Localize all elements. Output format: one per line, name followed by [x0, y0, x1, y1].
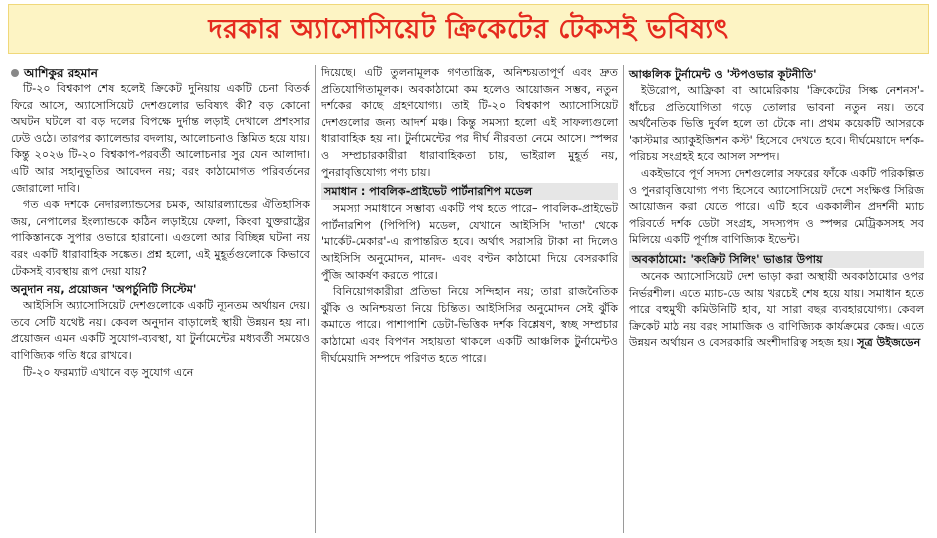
- author-name: আশিকুর রহমান: [24, 66, 98, 80]
- paragraph: গত এক দশকে নেদারল্যান্ডসের চমক, আয়ারল্যান্ডের ঐতিহাসিক জয়, নেপালের ইংল্যান্ডকে কঠিন লড়াইয়ে ফেলা, কিংবা যুক্তরাষ্ট্রের পাকিস্তানকে সুপার ওভারে হারানো। এগুলো আর বিচ্ছিন্ন ঘটনা নয় বরং একটি ধারাবাহিক সঙ্কেত। প্রশ্ন হলো, এই মুহূর্তগুলোকে কিভাবে টেকসই ব্যবস্থায় রূপ দেয়া যায়?: [11, 198, 310, 278]
- subheading: অনুদান নয়, প্রয়োজন 'অপর্চুনিটি সিস্টেম': [11, 283, 197, 297]
- paragraph: সমস্যা সমাধানে সম্ভাব্য একটি পথ হতে পারে– পাবলিক-প্রাইভেট পার্টনারশিপ (পিপিপি) মডেল, যেখানে আইসিসি 'দাতা' থেকে 'মার্কেট-মেকার'-এ রূপান্তরিত হবে। অর্থাৎ সরাসরি টাকা না দিলেও আইসিসি অনুমোদন, মানদ- এবং বণ্টন কাঠামো দিয়ে বেসরকারি পুঁজি আকর্ষণ করতে পারে।: [321, 202, 618, 282]
- column-1: [6, 65, 316, 533]
- paragraph-with-source: [629, 269, 924, 352]
- article-columns: [6, 65, 931, 533]
- bullet-icon: [11, 69, 19, 77]
- column-3: [624, 65, 929, 533]
- paragraph: আইসিসি অ্যাসোসিয়েট দেশগুলোকে একটি ন্যূনতম অর্থায়ন দেয়। তবে সেটি যথেষ্ট নয়। কেবল অনুদান বাড়ালেই স্থায়ী উন্নয়ন হয় না। প্রয়োজন এমন একটি সুযোগ-ব্যবস্থা, যা টুর্নামেন্টের মধ্যবর্তী সময়েও বাণিজ্যিক গতি ধরে রাখবে।: [11, 299, 310, 362]
- paragraph: বিনিয়োগকারীরা প্রতিভা নিয়ে সন্দিহান নয়; তারা রাজনৈতিক ঝুঁকি ও অনিশ্চয়তা নিয়ে চিন্তিত। আইসিসির অনুমোদন সেই ঝুঁকি কমাতে পারে। পাশাপাশি ডেটা-ভিত্তিক দর্শক বিশ্লেষণ, স্বচ্ছ সম্প্রচার কাঠামো এবং বিপণন সহায়তা থাকলে একটি আঞ্চলিক টুর্নামেন্টও দীর্ঘমেয়াদি সম্পদে পরিণত হতে পারে।: [321, 285, 618, 365]
- byline: [11, 65, 310, 81]
- subheading: অবকাঠামো: 'কংক্রিট সিলিং' ভাঙার উপায়: [629, 251, 924, 268]
- paragraph-text: অনেক অ্যাসোসিয়েট দেশ ভাড়া করা অস্থায়ী অবকাঠামোর ওপর নির্ভরশীল। এতে ম্যাচ-ডে আয় খরচেই শেষ হয়ে যায়। সমাধান হতে পারে বহুমুখী কমিউনিটি হাব, যা সারা বছর ব্যবহারযোগ্য। কেবল ক্রিকেট মাঠ নয় বরং সামাজিক ও বাণিজ্যিক কার্যক্রমের কেন্দ্র। এতে উন্নয়ন অর্থায়ন ও বেসরকারি অংশীদারিত্ব সহজ হয়।: [629, 269, 924, 350]
- paragraph: টি-২০ ফরম্যাট এখানে বড় সুযোগ এনে: [23, 365, 194, 379]
- headline: দরকার অ্যাসোসিয়েট ক্রিকেটের টেকসই ভবিষ্যৎ: [8, 4, 929, 54]
- source-credit: সূত্র উইজডেন: [857, 336, 921, 350]
- subheading: সমাধান : পাবলিক-প্রাইভেট পার্টনারশিপ মডেল: [321, 183, 618, 200]
- paragraph: দিয়েছে। এটি তুলনামূলক গণতান্ত্রিক, অনিশ্চয়তাপূর্ণ এবং দ্রুত প্রতিযোগিতামূলক। অবকাঠামো কম হলেও আয়োজন সম্ভব, নতুন দর্শকের কাছে গ্রহণযোগ্য। তাই টি-২০ বিশ্বকাপ অ্যাসোসিয়েট দেশগুলোর জন্য আদর্শ মঞ্চ। কিন্তু সমস্যা হলো এই সাফল্যগুলো ধারাবাহিক হয় না। টুর্নামেন্টের পর দীর্ঘ নীরবতা নেমে আসে। স্পন্সর ও সম্প্রচারকারীরা ধারাবাহিকতা চায়, ভাইরাল মুহূর্ত নয়, পুনরাবৃত্তিযোগ্য পণ্য চায়।: [321, 66, 618, 179]
- subheading: আঞ্চলিক টুর্নামেন্ট ও 'স্টপওভার কূটনীতি': [629, 68, 817, 81]
- paragraph: একইভাবে পূর্ণ সদস্য দেশগুলোর সফরের ফাঁকে একটি পরিকল্পিত ও পুনরাবৃত্তিযোগ্য পণ্য হিসেবে অ্যাসোসিয়েট দেশে সংক্ষিপ্ত সিরিজ আয়োজন করা যেতে পারে। এটি হবে এককালীন প্রদর্শনী ম্যাচ পরিবর্তে দর্শক ডেটা সংগ্রহ, সদস্যপদ ও স্পন্সর মেট্রিকসসহ সব মিলিয়ে একটি পূর্ণাঙ্গ বাণিজ্যিক ইভেন্ট।: [629, 166, 924, 247]
- column-2: [316, 65, 624, 533]
- paragraph: ইউরোপ, আফ্রিকা বা আমেরিকায় 'ক্রিকেটের সিল্ক নেশনস'-ধাঁচের প্রতিযোগিতা গড়ে তোলার ভাবনা নতুন নয়। তবে অর্থনৈতিক ভিত্তি দুর্বল হলে তা টেকে না। প্রথম কয়েকটি আসরকে 'কাস্টমার অ্যাকুইজিশন কস্ট' হিসেবে দেখতে হবে। দীর্ঘমেয়াদে দর্শক-পরিচয় সংগ্রহই হবে আসল সম্পদ।: [629, 84, 924, 164]
- paragraph: টি-২০ বিশ্বকাপ শেষ হলেই ক্রিকেট দুনিয়ায় একটি চেনা বিতর্ক ফিরে আসে, অ্যাসোসিয়েট দেশগুলোর ভবিষ্যৎ কী? বড় কোনো অঘটন ঘটলে বা বড় দলের বিপক্ষে দুর্দান্ত লড়াই দেখালে প্রশংসার ঢেউ ওঠে। তারপর ক্যালেন্ডার বদলায়, আলোচনাও স্তিমিত হয়ে যায়। কিন্তু ২০২৬ টি-২০ বিশ্বকাপ-পরবর্তী আলোচনার সুর যেন আলাদা। এটি আর সহানুভূতির আবেদন নয়; বরং কাঠামোগত পরিবর্তনের জোরালো দাবি।: [11, 82, 310, 195]
